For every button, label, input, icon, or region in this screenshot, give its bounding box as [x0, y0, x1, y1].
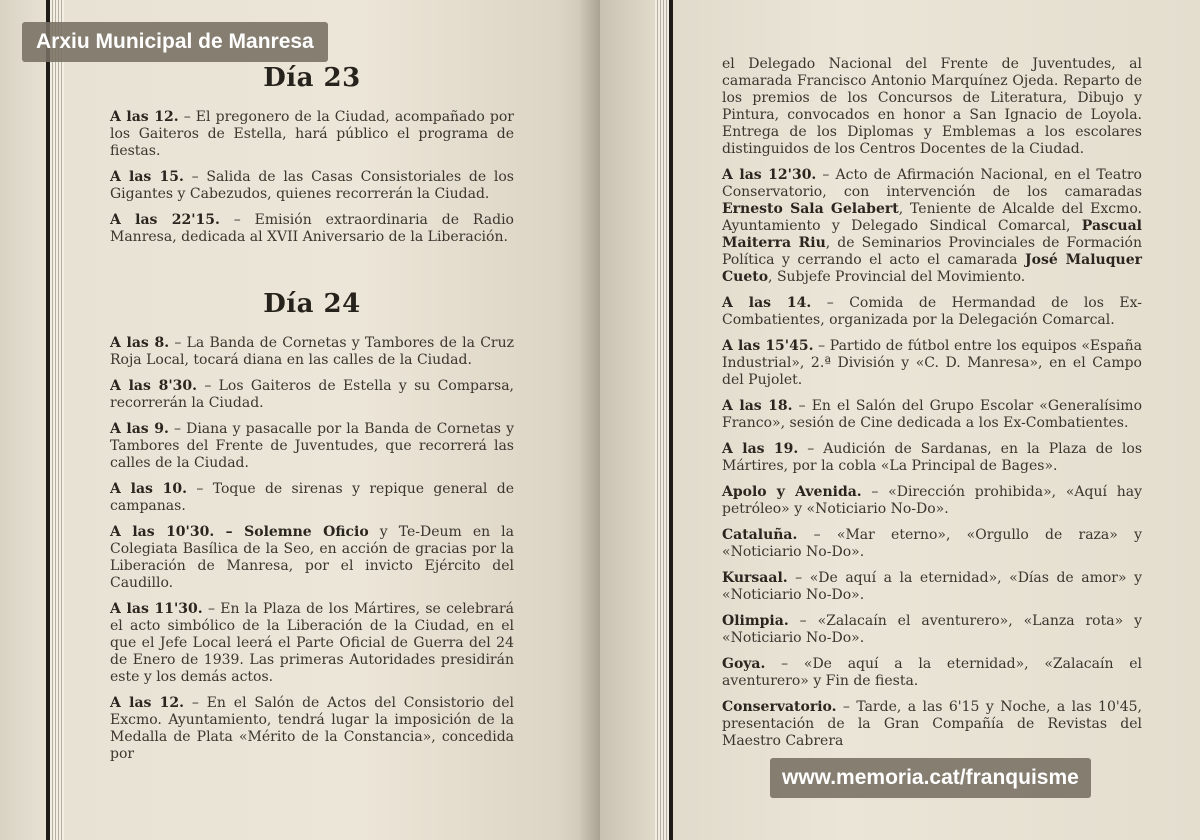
- entry-time: A las 14.: [722, 295, 812, 311]
- program-entry: [722, 295, 1142, 329]
- program-entry: [110, 378, 514, 412]
- cinema-name: Conservatorio.: [722, 699, 837, 715]
- cinema-entry: [722, 613, 1142, 647]
- entry-text: – Salida de las Casas Consistoriales de los Gigantes y Cabezudos, quienes recorrerán la Ciudad.: [110, 169, 514, 202]
- entry-text: – Emisión extraordinaria de Radio Manresa, dedicada al XVII Aniversario de la Liberación.: [110, 212, 514, 245]
- program-entry: [110, 524, 514, 592]
- entry-text: – En el Salón del Grupo Escolar «Generalísimo Franco», sesión de Cine dedicada a los Ex-Combatientes.: [722, 398, 1142, 431]
- entry-text: , de Seminarios Provinciales de Formación Política y cerrando el acto el camarada: [722, 235, 1143, 268]
- entry-time: A las 22'15.: [110, 212, 220, 228]
- right-page-text: [722, 56, 1142, 759]
- day-24-entries: [110, 335, 514, 763]
- book-gutter: [580, 0, 600, 840]
- program-entry: [110, 695, 514, 763]
- entry-text: – La Banda de Cornetas y Tambores de la Cruz Roja Local, tocará diana en las calles de la Ciudad.: [110, 335, 514, 368]
- program-entry: [110, 481, 514, 515]
- entry-text: , Teniente de Alcalde del Excmo. Ayuntamiento y Delegado Sindical Comarcal,: [722, 201, 1143, 234]
- cinema-name: Cataluña.: [722, 527, 798, 543]
- day-23-heading: Día 23: [263, 63, 361, 93]
- entry-time: A las 12'30.: [722, 167, 817, 183]
- entry-time: A las 8'30.: [110, 378, 197, 394]
- entry-text: – «De aquí a la eternidad», «Zalacaín el aventurero» y Fin de fiesta.: [722, 656, 1142, 689]
- entry-text: – «Mar eterno», «Orgullo de raza» y «Noticiario No-Do».: [722, 527, 1142, 560]
- cinema-name: Apolo y Avenida.: [722, 484, 862, 500]
- cinema-entry: [722, 570, 1142, 604]
- entry-text: – En el Salón de Actos del Consistorio del Excmo. Ayuntamiento, tendrá lugar la imposición de la Medalla de Plata «Mérito de la Constancia», concedida por: [110, 695, 514, 762]
- program-entry: [110, 335, 514, 369]
- url-watermark: www.memoria.cat/franquisme: [770, 758, 1091, 798]
- program-entry: [722, 441, 1142, 475]
- entry-time: A las 11'30.: [110, 601, 203, 617]
- right-page-border: [669, 0, 673, 840]
- right-page-stripes: [655, 0, 669, 840]
- entry-time: A las 12.: [110, 109, 179, 125]
- entry-time: A las 8.: [110, 335, 170, 351]
- program-entry: [110, 421, 514, 472]
- entry-text: – Los Gaiteros de Estella y su Comparsa, recorrerán la Ciudad.: [110, 378, 515, 411]
- entry-time: A las 10'30. – Solemne Oficio: [110, 524, 369, 540]
- entry-text: – En la Plaza de los Mártires, se celebrará el acto simbólico de la Liberación de la Ciudad, en el que el Jefe Local leerá el Parte Oficial de Guerra del 24 de Enero de 1939. Las primeras Autoridades presidirán este y los demás actos.: [110, 601, 515, 685]
- entry-text: – «De aquí a la eternidad», «Días de amor» y «Noticiario No-Do».: [722, 570, 1142, 603]
- continuation-paragraph: el Delegado Nacional del Frente de Juventudes, al camarada Francisco Antonio Marquínez Ojeda. Reparto de los premios de los Concursos de Literatura, Dibujo y Pintura, convocados en honor a San Ignacio de Loyola. Entrega de los Diplomas y Emblemas a los escolares distinguidos de los Centros Docentes de la Ciudad.: [722, 56, 1142, 157]
- entry-text: y Te-Deum en la Colegiata Basílica de la Seo, en acción de gracias por la Liberación de Manresa, por el invicto Ejército del Caudillo.: [110, 524, 514, 591]
- cinema-name: Kursaal.: [722, 570, 788, 586]
- entry-time: A las 10.: [110, 481, 188, 497]
- entry-time: A las 12.: [110, 695, 185, 711]
- entry-text: – Audición de Sardanas, en la Plaza de los Mártires, por la cobla «La Principal de Bages».: [722, 441, 1142, 474]
- entry-time: A las 18.: [722, 398, 793, 414]
- person-name: Pascual Maiterra Riu: [722, 218, 1142, 251]
- cinema-name: Olimpia.: [722, 613, 789, 629]
- program-entry: [110, 212, 514, 246]
- cinema-entry: [722, 527, 1142, 561]
- entry-text: – Partido de fútbol entre los equipos «España Industrial», 2.ª División y «C. D. Manresa», en el Campo del Pujolet.: [722, 338, 1142, 388]
- day-24-heading: Día 24: [263, 289, 361, 319]
- entry-text: – «Zalacaín el aventurero», «Lanza rota» y «Noticiario No-Do».: [722, 613, 1142, 646]
- entry-time: A las 15.: [110, 169, 184, 185]
- entry-text: – Toque de sirenas y repique general de campanas.: [110, 481, 514, 514]
- day-23-entries: [110, 109, 514, 246]
- program-entry: [722, 398, 1142, 432]
- entry-text: – Acto de Afirmación Nacional, en el Teatro Conservatorio, con intervención de los camaradas: [722, 167, 1142, 200]
- program-entry: [722, 167, 1142, 286]
- entry-text: – «Dirección prohibida», «Aquí hay petróleo» y «Noticiario No-Do».: [722, 484, 1142, 517]
- program-entry: [722, 338, 1142, 389]
- program-entry: [110, 109, 514, 160]
- person-name: Ernesto Sala Gelabert: [722, 201, 899, 217]
- entry-time: A las 19.: [722, 441, 799, 457]
- cinema-name: Goya.: [722, 656, 766, 672]
- entry-text: – Comida de Hermandad de los Ex-Combatientes, organizada por la Delegación Comarcal.: [722, 295, 1142, 328]
- entry-text: , Subjefe Provincial del Movimiento.: [768, 269, 1026, 285]
- entry-time: A las 9.: [110, 421, 169, 437]
- program-entry: [110, 601, 514, 686]
- left-page-stripes: [50, 0, 64, 840]
- entry-text: – Diana y pasacalle por la Banda de Cornetas y Tambores del Frente de Juventudes, que recorrerá las calles de la Ciudad.: [110, 421, 515, 471]
- left-page-text: [110, 63, 515, 772]
- person-name: José Maluquer Cueto: [722, 252, 1142, 285]
- entry-text: – Tarde, a las 6'15 y Noche, a las 10'45, presentación de la Gran Compañía de Revistas del Maestro Cabrera: [722, 699, 1142, 749]
- cinema-entry: [722, 656, 1142, 690]
- cinema-entry: [722, 699, 1142, 750]
- archive-watermark: Arxiu Municipal de Manresa: [22, 22, 328, 62]
- program-entry: [110, 169, 514, 203]
- cinema-entry: [722, 484, 1142, 518]
- entry-time: A las 15'45.: [722, 338, 814, 354]
- entry-text: – El pregonero de la Ciudad, acompañado por los Gaiteros de Estella, hará público el programa de fiestas.: [110, 109, 514, 159]
